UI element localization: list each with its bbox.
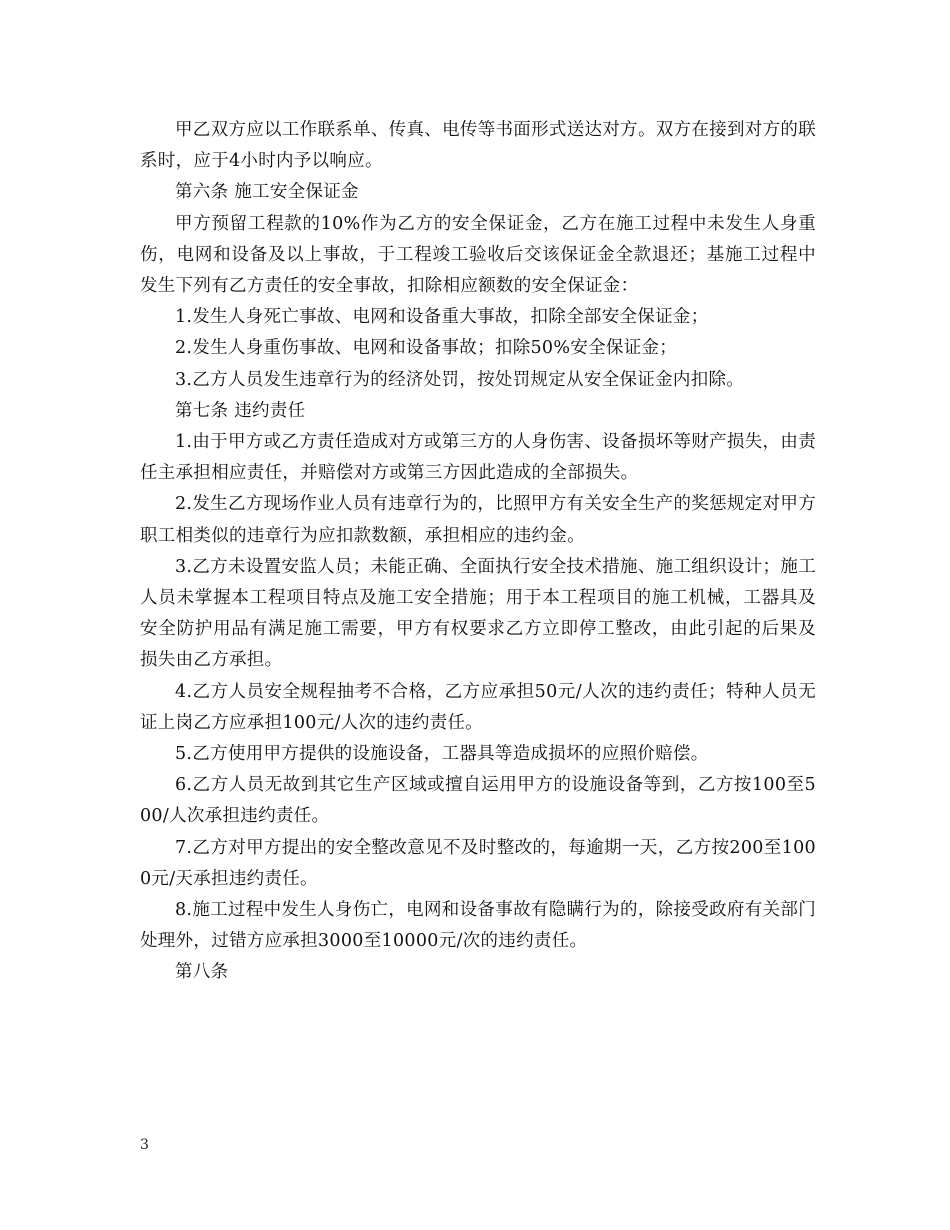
paragraph: 5.乙方使用甲方提供的设施设备，工器具等造成损坏的应照价赔偿。 (175, 744, 709, 765)
paragraph: 8.施工过程中发生人身伤亡，电网和设备事故有隐瞒行为的，除接受政府有关部门处理外，过错方应承担3000至10000元/次的违约责任。 (140, 900, 816, 952)
paragraph: 甲方预留工程款的10%作为乙方的安全保证金，乙方在施工过程中未发生人身重伤，电网和设备及以上事故，于工程竣工验收后交该保证金全款退还；基施工过程中发生下列有乙方责任的安全事故，扣除相应额数的安全保证金： (140, 213, 816, 297)
paragraph: 3.乙方人员发生违章行为的经济处罚，按处罚规定从安全保证金内扣除。 (175, 369, 745, 390)
paragraph: 1.发生人身死亡事故、电网和设备重大事故，扣除全部安全保证金； (175, 307, 709, 328)
paragraph: 6.乙方人员无故到其它生产区域或擅自运用甲方的设施设备等到，乙方按100至500/人次承担违约责任。 (140, 775, 816, 827)
section-heading: 第七条 违约责任 (175, 400, 306, 421)
paragraph: 2.发生人身重伤事故、电网和设备事故；扣除50%安全保证金； (175, 338, 678, 359)
section-heading: 第八条 (175, 962, 229, 983)
paragraph: 4.乙方人员安全规程抽考不合格，乙方应承担50元/人次的违约责任；特种人员无证上岗乙方应承担100元/人次的违约责任。 (140, 681, 816, 733)
document-body (140, 115, 816, 989)
paragraph: 2.发生乙方现场作业人员有违章行为的，比照甲方有关安全生产的奖惩规定对甲方职工相类似的违章行为应扣款数额，承担相应的违约金。 (140, 494, 816, 546)
paragraph: 1.由于甲方或乙方责任造成对方或第三方的人身伤害、设备损坏等财产损失，由责任主承担相应责任，并赔偿对方或第三方因此造成的全部损失。 (140, 432, 816, 484)
page-number: 3 (140, 1137, 149, 1153)
paragraph: 3.乙方未设置安监人员；未能正确、全面执行安全技术措施、施工组织设计；施工人员未掌握本工程项目特点及施工安全措施；用于本工程项目的施工机械，工器具及安全防护用品有满足施工需要，甲方有权要求乙方立即停工整改，由此引起的后果及损失由乙方承担。 (140, 556, 816, 671)
paragraph: 甲乙双方应以工作联系单、传真、电传等书面形式送达对方。双方在接到对方的联系时，应于4小时内予以响应。 (140, 120, 816, 172)
section-heading: 第六条 施工安全保证金 (175, 182, 359, 203)
paragraph: 7.乙方对甲方提出的安全整改意见不及时整改的，每逾期一天，乙方按200至1000元/天承担违约责任。 (140, 837, 816, 889)
